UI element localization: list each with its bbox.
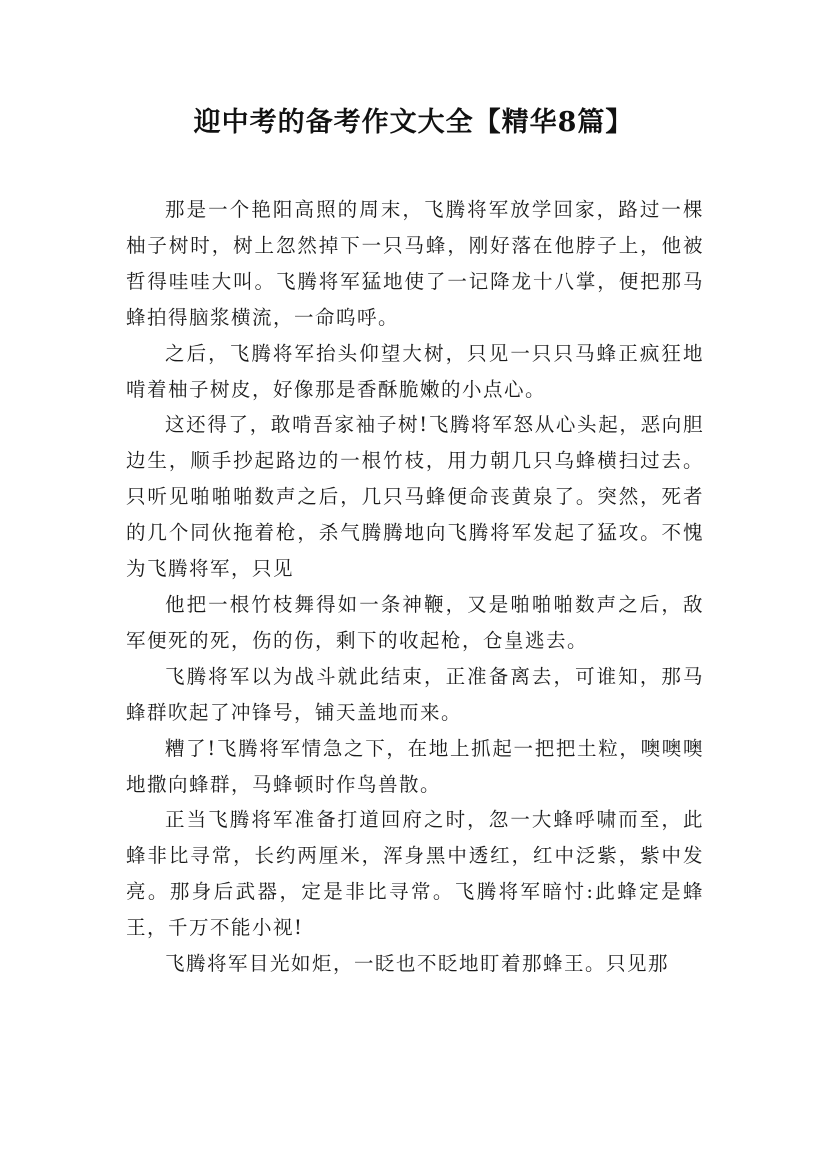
paragraph: 之后，飞腾将军抬头仰望大树，只见一只只马蜂正疯狂地啃着柚子树皮，好像那是香酥脆嫩的小点心。 [126, 341, 704, 401]
document-body [126, 192, 704, 982]
paragraph: 正当飞腾将军准备打道回府之时，忽一大蜂呼啸而至，此蜂非比寻常，长约两厘米，浑身黑中透红，红中泛紫，紫中发亮。那身后武器，定是非比寻常。飞腾将军暗忖:此蜂定是蜂王，千万不能小视! [126, 808, 704, 940]
document-title: 迎中考的备考作文大全【精华8篇】 [193, 107, 634, 138]
paragraph: 糟了!飞腾将军情急之下，在地上抓起一把把土粒，噢噢噢地撒向蜂群，马蜂顿时作鸟兽散。 [126, 736, 704, 796]
paragraph: 这还得了，敢啃吾家袖子树!飞腾将军怒从心头起，恶向胆边生，顺手抄起路边的一根竹枝，用力朝几只乌蜂横扫过去。只听见啪啪啪数声之后，几只马蜂便命丧黄泉了。突然，死者的几个同伙拖着枪，杀气腾腾地向飞腾将军发起了猛攻。不愧为飞腾将军，只见 [126, 413, 704, 581]
paragraph: 飞腾将军以为战斗就此结束，正准备离去，可谁知，那马蜂群吹起了冲锋号，铺天盖地而来。 [126, 664, 704, 724]
paragraph: 他把一根竹枝舞得如一条神鞭，又是啪啪啪数声之后，敌军便死的死，伤的伤，剩下的收起枪，仓皇逃去。 [126, 592, 704, 652]
paragraph: 飞腾将军目光如炬，一眨也不眨地盯着那蜂王。只见那 [165, 952, 670, 976]
paragraph: 那是一个艳阳高照的周末，飞腾将军放学回家，路过一棵柚子树时，树上忽然掉下一只马蜂，刚好落在他脖子上，他被哲得哇哇大叫。飞腾将军猛地使了一记降龙十八掌，便把那马蜂拍得脑浆横流，一命呜呼。 [126, 198, 704, 329]
